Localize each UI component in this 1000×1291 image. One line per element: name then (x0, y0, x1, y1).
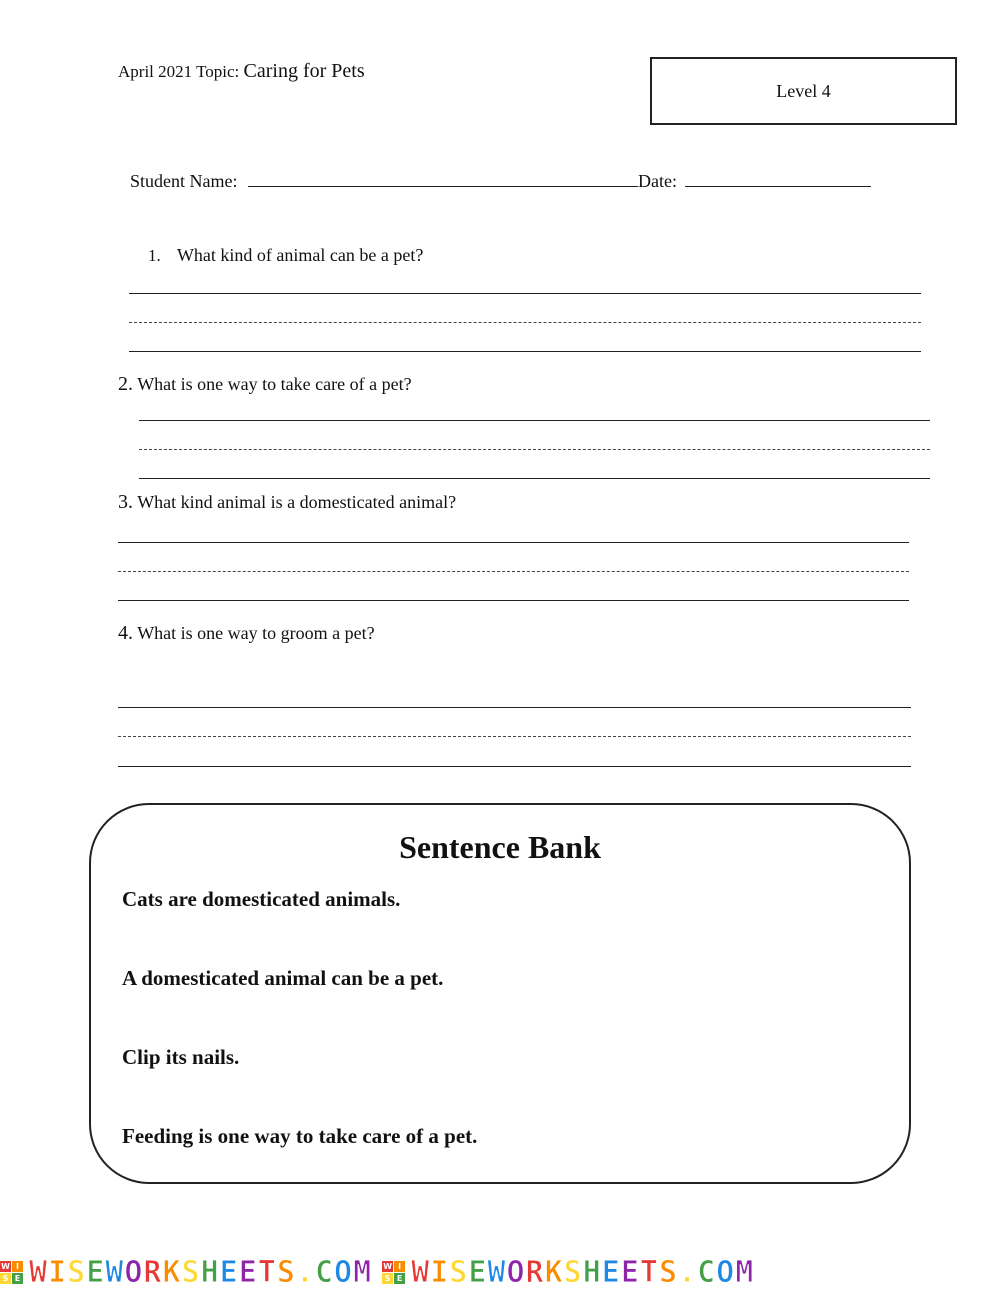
sentence-bank-item: Clip its nails. (122, 1045, 240, 1069)
worksheet-header (118, 60, 365, 83)
question-text: What kind of animal can be a pet? (176, 245, 424, 265)
date-label: Date: (637, 171, 677, 191)
answer-line-solid[interactable] (129, 293, 921, 294)
answer-line-solid[interactable] (118, 600, 909, 601)
answer-line-dashed[interactable] (129, 322, 921, 323)
question-text: What is one way to groom a pet? (137, 623, 375, 643)
wiseworksheets-logo (0, 1255, 372, 1290)
question-text: What kind animal is a domesticated animal? (137, 492, 457, 512)
sentence-bank-box (89, 803, 911, 1184)
answer-line-solid[interactable] (118, 707, 911, 708)
question-2 (118, 373, 412, 396)
answer-line-solid[interactable] (118, 542, 909, 543)
level-label: Level 4 (776, 81, 831, 101)
student-name-label: Student Name: (130, 171, 238, 191)
question-3 (118, 491, 456, 514)
sentence-bank-title: Sentence Bank (399, 829, 601, 865)
answer-line-dashed[interactable] (118, 736, 911, 737)
footer-watermark (0, 1255, 1000, 1291)
student-name-field[interactable] (248, 170, 638, 187)
logo-grid-icon: W I S E (0, 1261, 23, 1284)
answer-line-solid[interactable] (139, 420, 930, 421)
level-box (650, 57, 957, 125)
answer-line-dashed[interactable] (139, 449, 930, 450)
question-number: 1. (148, 246, 161, 265)
question-1 (148, 245, 423, 266)
wiseworksheets-logo (382, 1255, 754, 1290)
sentence-bank-item: Feeding is one way to take care of a pet. (122, 1124, 478, 1148)
brand-text: WISEWORKSHEETS.COM (29, 1255, 373, 1290)
student-info-row (130, 170, 871, 192)
sentence-bank-item: Cats are domesticated animals. (122, 887, 401, 911)
logo-grid-icon: W I S E (382, 1261, 405, 1284)
brand-text: WISEWORKSHEETS.COM (411, 1255, 755, 1290)
question-number: 2. (118, 373, 133, 395)
answer-line-solid[interactable] (118, 766, 911, 767)
date-field[interactable] (685, 170, 871, 187)
topic-title: Caring for Pets (243, 60, 365, 82)
answer-line-dashed[interactable] (118, 571, 909, 572)
answer-line-solid[interactable] (139, 478, 930, 479)
question-4 (118, 622, 375, 645)
question-number: 4. (118, 622, 133, 644)
sentence-bank-item: A domesticated animal can be a pet. (122, 966, 444, 990)
question-number: 3. (118, 491, 133, 513)
header-prefix: April 2021 Topic: (118, 62, 240, 81)
answer-line-solid[interactable] (129, 351, 921, 352)
question-text: What is one way to take care of a pet? (137, 374, 412, 394)
